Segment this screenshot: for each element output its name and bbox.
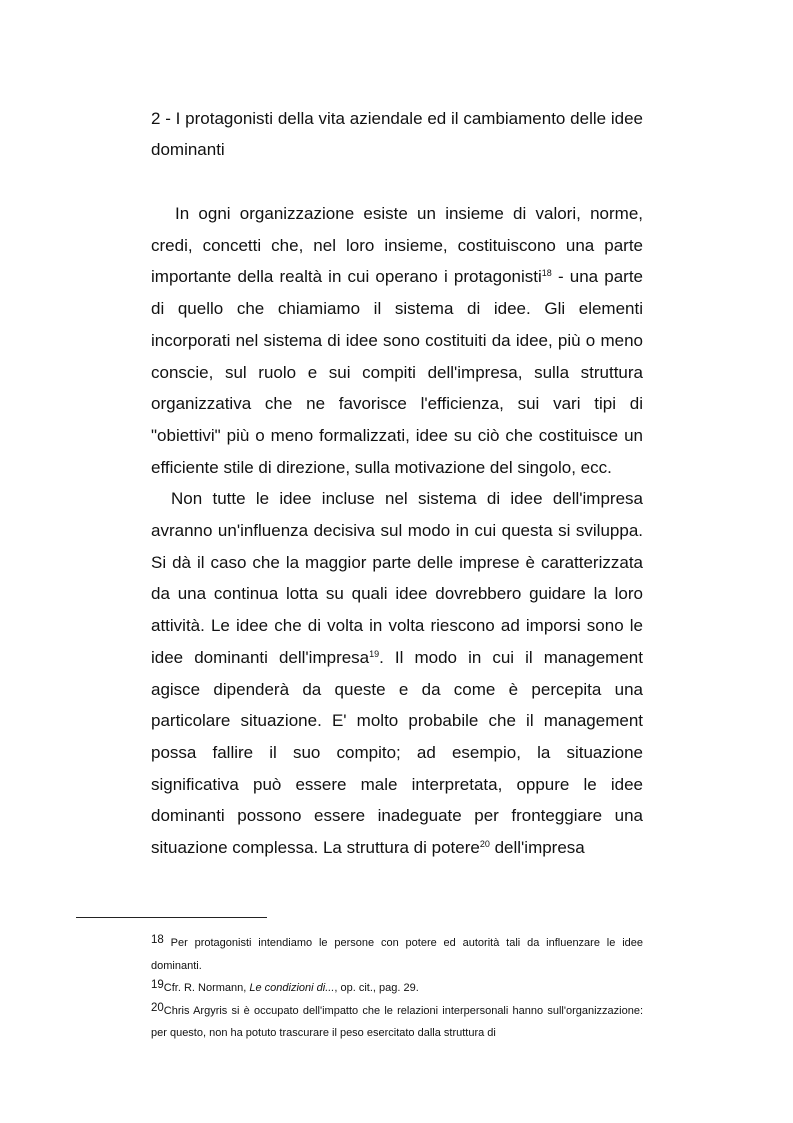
paragraph-1-text-a: In ogni organizzazione esiste un insieme di valori, norme, credi, concetti che, nel loro insieme, costituiscono una parte importante della realtà in cui operano i protagonisti [151, 204, 643, 287]
paragraph-1 [151, 198, 643, 483]
footnote-20 [151, 1000, 643, 1045]
footnote-number: 18 [151, 934, 164, 946]
footnote-number: 20 [151, 1001, 164, 1014]
paragraph-2-text-a: Non tutte le idee incluse nel sistema di idee dell'impresa avranno un'influenza decisiva sul modo in cui questa si sviluppa. Si dà il caso che la maggior parte delle imprese è caratterizzata da una continua lotta su quali idee dovrebbero guidare la loro attività. Le idee che di volta in volta riescono ad imporsi sono le idee dominanti dell'impresa [151, 489, 643, 667]
paragraph-2-text-b: . Il modo in cui il management agisce dipenderà da queste e da come è percepita una particolare situazione. E' molto probabile che il management possa fallire il suo compito; ad esempio, la situazione significativa può essere male interpretata, oppure le idee dominanti possono essere inadeguate per fronteggiare una situazione complessa. La struttura di potere [151, 647, 643, 858]
paragraph-2-text-c: dell'impresa [489, 838, 585, 858]
footnote-text: , op. cit., pag. 29. [334, 982, 419, 994]
footnote-ref-18: 18 [541, 268, 552, 279]
footnote-ref-19: 19 [369, 648, 380, 659]
footnote-18 [151, 932, 643, 977]
footnote-separator [76, 917, 267, 918]
footnote-19 [151, 977, 643, 1000]
footnote-number: 19 [151, 979, 164, 991]
section-heading: 2 - I protagonisti della vita aziendale ed il cambiamento delle idee dominanti [151, 109, 643, 159]
footnotes [151, 932, 643, 1045]
footnote-text: Chris Argyris si è occupato dell'impatto che le relazioni interpersonali hanno sull'organizzazione: per questo, non ha potuto trascurare il peso esercitato dalla struttura di [151, 1004, 643, 1039]
footnote-text: Cfr. R. Normann, [163, 982, 250, 994]
body-text [151, 198, 643, 864]
footnote-text: Per protagonisti intendiamo le persone con potere ed autorità tali da influenzare le idee dominanti. [151, 937, 643, 972]
cited-title: Le condizioni di... [249, 982, 335, 994]
footnote-ref-20: 20 [479, 839, 490, 850]
paragraph-2 [151, 483, 643, 863]
paragraph-1-text-b: - una parte di quello che chiamiamo il sistema di idee. Gli elementi incorporati nel sistema di idee sono costituiti da idee, più o meno conscie, sul ruolo e sui compiti dell'impresa, sulla struttura organizzativa che ne favorisce l'efficienza, sui vari tipi di "obiettivi" più o meno formalizzati, idee su ciò che costituisce un efficiente stile di direzione, sulla motivazione del singolo, ecc. [151, 267, 643, 477]
